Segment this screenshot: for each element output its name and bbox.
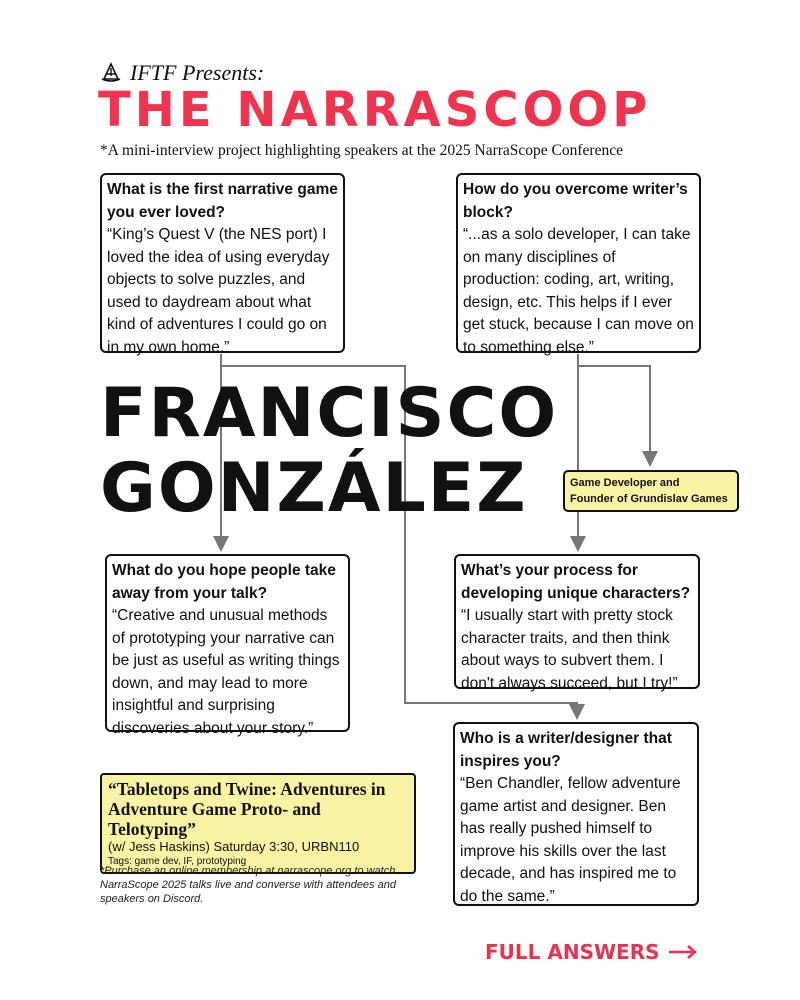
role-line-2: Founder of Grundislav Games [570,493,728,505]
qa-box-characters [454,554,700,692]
connector-q2-to-role [578,366,650,463]
qa-answer: “King’s Quest V (the NES port) I loved the idea of using everyday objects to solve puzzles, and used to daydream about what kind of adventures I could go on in my own home.” [107,226,330,356]
talk-meta: (w/ Jess Haskins) Saturday 3:30, URBN110 [108,839,360,854]
tagline: *A mini-interview project highlighting speakers at the 2025 NarraScope Conference [100,142,623,159]
qa-box-writers-block [456,173,701,356]
qa-question: What’s your process for developing unique characters? [461,562,691,602]
qa-question: How do you overcome writer’s block? [463,181,688,221]
talk-info-box [100,773,416,874]
arrow-right-icon [668,944,698,960]
qa-box-inspiration [453,722,699,906]
qa-question: What do you hope people take away from your talk? [112,562,336,602]
speaker-first-name: FRANCISCO [100,374,559,453]
qa-box-first-game [100,173,345,356]
role-line-1: Game Developer and [570,477,680,489]
qa-box-talk-takeaway [105,554,350,737]
masthead-title: THE NARRASCOOP [98,82,652,138]
full-answers-label: FULL ANSWERS [485,940,660,964]
presents-text: IFTF Presents: [130,60,265,85]
membership-footnote: *Purchase an online membership at narrascope.org to watch NarraScope 2025 talks live and converse with attendees and speakers on Discord. [100,865,396,905]
speaker-role-badge [563,470,739,512]
qa-question: What is the first narrative game you ever loved? [107,181,338,221]
qa-answer: “Creative and unusual methods of prototyping your narrative can be just as useful as writing things down, and may lead to more insightful and surprising discoveries about your story.” [112,607,340,737]
talk-tags: Tags: game dev, IF, prototyping [108,856,247,867]
qa-answer: “Ben Chandler, fellow adventure game artist and designer. Ben has really pushed himself to improve his skills over the last decade, and has inspired me to do the same.” [460,775,681,905]
talk-title: “Tabletops and Twine: Adventures in Adventure Game Proto- and Telotyping” [108,779,386,839]
qa-answer: “I usually start with pretty stock character traits, and then think about ways to subvert them. I don't always succeed, but I try!” [461,607,678,692]
full-answers-link[interactable] [485,940,698,964]
speaker-last-name: GONZÁLEZ [100,449,528,528]
qa-answer: “...as a solo developer, I can take on many disciplines of production: coding, art, writing, design, etc. This helps if I ever get stuck, because I can move on to something else.” [463,226,694,356]
qa-question: Who is a writer/designer that inspires you? [460,730,672,770]
iftf-logo-icon [100,62,122,84]
